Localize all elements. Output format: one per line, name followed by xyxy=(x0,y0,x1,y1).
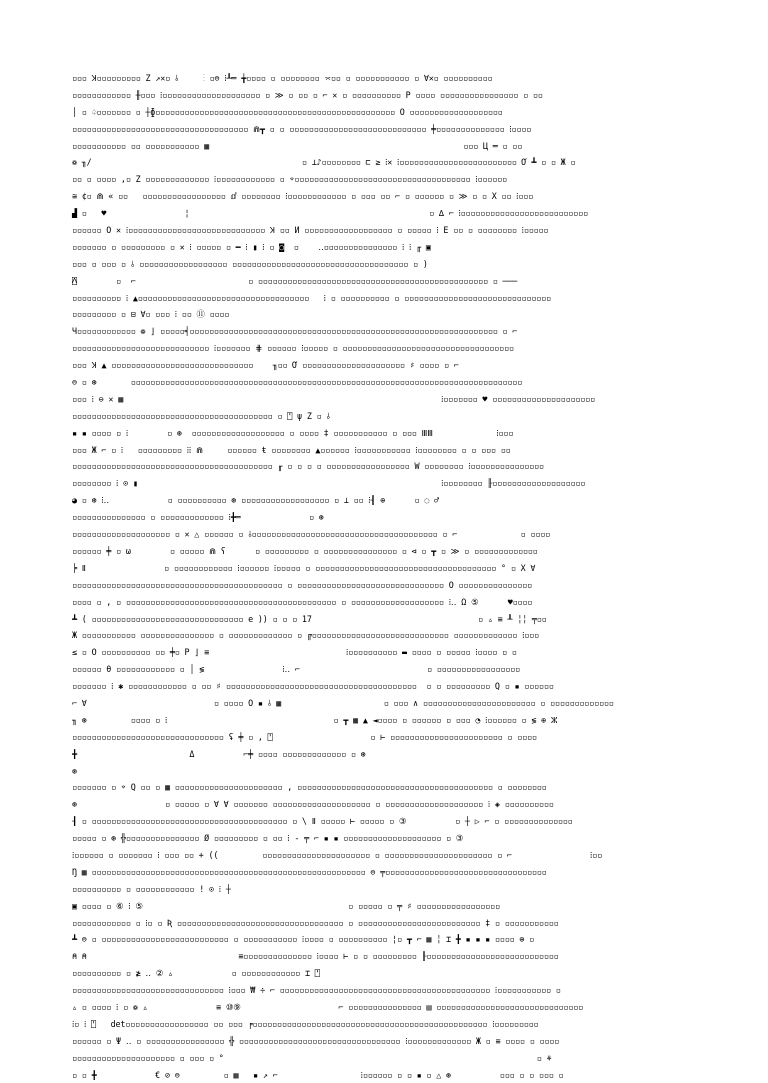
glyph-text-line: ▫▫▫▫▫▫▫▫▫▫▫▫▫▫▫▫▫▫▫▫▫ ▫ ▫▫▫ ▫ ° ▫ ⚘ xyxy=(72,1052,552,1063)
glyph-text-line: ┨ ▫ ▫▫▫▫▫▫▫▫▫▫▫▫▫▫▫▫▫▫▫▫▫▫▫▫▫▫▫▫▫▫▫▫▫▫▫▫▫▫▫▫ ▫ \ Ⅱ ▫▫▫▫▫ ⊢ ▫▫▫▫▫ ▫ ③ ▫ ┼ ▷ ⌐ ▫ ▫▫▫▫▫▫▫▫▫▫▫▫▫▫ xyxy=(72,816,573,827)
glyph-text-line: ⍓ ▫ ⌐ ▫ ▫▫▫▫▫▫▫▫▫▫▫▫▫▫▫▫▫▫▫▫▫▫▫▫▫▫▫▫▫▫▫▫▫▫▫▫▫▫▫▫▫▫▫▫▫▫▫ ▫ ─── xyxy=(72,275,518,286)
glyph-text-line: ▫▫▫ Ж ⌐ ▫ ⁞ ▫▫▫▫▫▫▫▫▫ ⁞⁞ ⋒ ▫▫▫▫▫▫ ŧ ▫▫▫▫▫▫▫▫ ▲▫▫▫▫▫▫ ⁞▫▫▫▫▫▫▫▫▫▫▫ ⁞▫▫▫▫▫▫▫▫ ▫ ▫ ▫▫▫ ▫▫ xyxy=(72,444,511,455)
glyph-text-line: Ж ▫▫▫▫▫▫▫▫▫▫▫ ▫▫▫▫▫▫▫▫▫▫▫▫▫▫▫ ▫ ▫▫▫▫▫▫▫▫▫▫▫▫▫ ▫ ╔▫▫▫▫▫▫▫▫▫▫▫▫▫▫▫▫▫▫▫▫▫▫▫▫▫▫▫▫ ▫▫▫▫▫▫▫▫▫▫▫▫▫ ⁞▫▫▫ xyxy=(72,630,539,641)
glyph-text-line: ╋ Δ ⌐╪ ▫▫▫▫ ▫▫▫▫▫▫▫▫▫▫▫▫▫ ▫ ⊛ xyxy=(72,748,366,759)
glyph-text-line: ▫▫▫ Ʞ▫▫▫▫▫▫▫▫▫ Z ↗✕▫ ⫰ ⋮ ▫⊜ ⁞┸═ ╈▫▫▫▫ ▫ ▫▫▫▫▫▫▫▫ ⌤▫▫ ▫ ▫▫▫▫▫▫▫▫▫▫▫ ▫ ∀✕▫ ▫▫▫▫▫▫▫▫▫▫ xyxy=(72,73,493,83)
glyph-text-line: ⌐ ∀ ▫ ▫▫▫▫ O ▪ ⫰ ▦ ▫ ▫▫▫ ∧ ▫▫▫▫▫▫▫▫▫▫▫▫▫▫▫▫▫▫▫▫▫▫▫ ▫ ▫▫▫▫▫▫▫▫▫▫▫▫▫ xyxy=(72,697,614,708)
glyph-text-line: ▫▫▫▫▫ ▫ ⊛ ╬▫▫▫▫▫▫▫▫▫▫▫▫▫▫▫ Ø ▫▫▫▫▫▫▫▫▫ ▫ ▫▫ ⁞ ‐ ╤ ⌐ ▪ ▪ ▫▫▫▫▫▫▫▫▫▫▫▫▫▫▫▫▫▫▫▫ ▫ ③ xyxy=(72,833,464,844)
glyph-text-line: ▫▫▫▫▫▫▫▫▫▫▫▫▫▫▫▫▫▫▫▫▫▫▫▫▫▫▫▫▫▫▫ ⁞▫▫▫ ₩ ÷ ⌐ ▫▫▫▫▫▫▫▫▫▫▫▫▫▫▫▫▫▫▫▫▫▫▫▫▫▫▫▫▫▫▫▫▫▫▫▫▫▫▫▫▫▫▫ ⁞▫▫▫▫▫▫▫▫▫▫▫ ▫ xyxy=(72,985,561,996)
glyph-text-line: ▣ ▫▫▫▫ ▫ ⑥ ⁞ ⑤ ▫ ▫▫▫▫▫ ▫ ╤ ♯ ▫▫▫▫▫▫▫▫▫▫▫▫▫▫▫▫▫ xyxy=(72,900,500,911)
glyph-text-line: ▫▫▫▫▫▫▫ ▫ ⌔ Q ▫▫ ▫ ▦ ▫▫▫▫▫▫▫▫▫▫▫▫▫▫▫▫▫▫▫▫▫▫ , ▫▫▫▫▫▫▫▫▫▫▫▫▫▫▫▫▫▫▫▫▫▫▫▫▫▫▫▫▫▫▫▫▫▫▫▫▫▫▫▫ ▫ ▫▫▫▫▫▫▫▫ xyxy=(72,782,547,793)
glyph-text-line: ▫▫▫▫▫▫▫▫▫▫▫▫▫▫▫▫▫▫▫▫▫▫▫▫▫▫▫▫▫▫▫▫▫▫▫▫▫▫▫▫▫▫▫ ▫ ▫▫▫▫▫▫▫▫▫▫▫▫▫▫▫▫▫▫▫▫▫▫▫▫▫▫▫▫▫▫ O ▫▫▫▫▫▫▫▫▫▫▫▫▫▫▫ xyxy=(72,579,532,590)
glyph-text-line: ⁞▫▫▫▫▫▫ ▫ ▫▫▫▫▫▫▫ ⁞ ▫▫▫ ▫▫ + (( ▫▫▫▫▫▫▫▫▫▫▫▫▫▫▫▫▫▫▫▫▫▫ ▫ ▫▫▫▫▫▫▫▫▫▫▫▫▫▫▫▫▫▫▫▫▫▫ ▫ ⌐ ⁞▫▫ xyxy=(72,849,602,860)
glyph-text-line: ▫▫▫▫▫▫▫▫▫ ▫ ⊟ ∀▫ ▫▫▫ ⁞ ▫▫ ⑪ ▫▫▫▫ xyxy=(72,309,230,320)
glyph-text-line: ▫▫▫ ▫ ▫▫▫ ▫ ⫰ ▫▫▫▫▫▫▫▫▫▫▫▫▫▫▫▫▫▫ ▫▫▫▫▫▫▫▫▫▫▫▫▫▫▫▫▫▫▫▫▫▫▫▫▫▫▫▫▫▫▫▫▫▫▫▫ ▫ ) xyxy=(72,258,428,269)
glyph-text-line: ▫▫ ▫ ▫▫▫▫ ,▫ Z ▫▫▫▫▫▫▫▫▫▫▫▫▫ ⁞▫▫▫▫▫▫▫▫▫▫▫▫ ▫ ⌔▫▫▫▫▫▫▫▫▫▫▫▫▫▫▫▫▫▫▫▫▫▫▫▫▫▫▫▫▫▫▫▫▫▫▫▫ ⁞▫▫▫▫▫▫ xyxy=(72,174,507,185)
glyph-text-line: ▫▫▫▫▫▫▫▫▫▫▫▫▫▫▫▫▫▫▫▫▫▫▫▫▫▫▫▫▫▫▫ ʢ ╪ ▫ , ⍞ ▫ ⊢ ▫▫▫▫▫▫▫▫▫▫▫▫▫▫▫▫▫▫▫▫▫▫▫ ▫ ▫▫▫▫ xyxy=(72,731,537,742)
glyph-text-line: ▫▫▫▫▫▫▫▫▫▫▫▫ ╫▫▫▫ ⁞▫▫▫▫▫▫▫▫▫▫▫▫▫▫▫▫▫▫▫▫ ▫ ≫ ▫ ▫▫ ▫ ⌐ ✕ ▫ ▫▫▫▫▫▫▫▫▫▫ P ▫▫▫▫ ▫▫▫▫▫▫▫▫▫▫▫▫▫▫▫▫ ▫ ▫▫ xyxy=(72,89,543,100)
glyph-text-line: ❁ ╖/ ▫ ⊥♪▫▫▫▫▫▫▫▫ ⊏ ≥ ⁞✕ ⁞▫▫▫▫▫▫▫▫▫▫▫▫▫▫▫▫▫▫▫▫▫▫▫▫ Ơ ┻ ▫ ▫ Ж ▫ xyxy=(72,157,576,168)
glyph-text-line: ▫▫▫▫▫▫▫▫▫▫▫▫▫▫▫▫▫▫▫▫▫▫▫▫▫▫▫▫▫▫▫▫▫▫▫▫▫▫▫▫▫ ▫ ⍞ ψ Z ▫ ⫰ xyxy=(72,410,330,421)
glyph-text-line: ▫▫▫▫▫▫▫▫▫▫ ▫ ▫▫▫▫▫▫▫▫▫▫▫▫ ! ⊙ ⁞ ┼ xyxy=(72,883,231,894)
glyph-text-line: ▫▫▫ ⁞ ⊖ ✕ ▦ ⁞▫▫▫▫▫▫▫ ♥ ▫▫▫▫▫▫▫▫▫▫▫▫▫▫▫▫▫▫▫▫▫ xyxy=(72,393,595,404)
glyph-text-line: ▫▫▫▫▫▫▫▫▫▫▫▫▫▫▫▫▫▫▫▫▫▫▫▫▫▫▫▫ ⁞▫▫▫▫▫▫▫ ⋕ ▫▫▫▫▫▫ ⁞▫▫▫▫▫ ▫ ▫▫▫▫▫▫▫▫▫▫▫▫▫▫▫▫▫▫▫▫▫▫▫▫▫▫▫▫▫▫▫▫▫▫▫ xyxy=(72,343,514,354)
glyph-text-line: ▫▫▫▫▫▫ θ ▫▫▫▫▫▫▫▫▫▫▫▫ ▫ │ ≶ ⁞‥ ⌐ ▫ ▫▫▫▫▫▫▫▫▫▫▫▫▫▫▫▫▫ xyxy=(72,664,520,675)
glyph-text-line: ◕ ▫ ⊛ ⁞‥ ▫ ▫▫▫▫▫▫▫▫▫▫ ⊛ ▫▫▫▫▫▫▫▫▫▫▫▫▫▫▫▫▫▫ ▫ ⊥ ▫▫ ⁞┨ ⊕ ▫ ◌ ♂ xyxy=(72,495,439,506)
glyph-text-line: ▫▫▫▫▫▫ O ✕ ⁞▫▫▫▫▫▫▫▫▫▫▫▫▫▫▫▫▫▫▫▫▫▫▫▫▫▫▫▫ Ʞ ▫▫ И ▫▫▫▫▫▫▫▫▫▫▫▫▫▫▫▫▫▫ ▫ ▫▫▫▫▫ ⁞ E ▫▫ ▫ ▫▫▫▫▫▫▫▫ ⁞▫▫▫▫▫ xyxy=(72,225,549,236)
glyph-text-line: ≤ ▫ O ▫▫▫▫▫▫▫▫▫▫ ▫▫ ╪▫ P ⌋ ≡ ⁞▫▫▫▫▫▫▫▫▫▫ ▬ ▫▫▫▫ ▫ ▫▫▫▫▫ ⁞▫▫▫▫ ▫ ▫ xyxy=(72,647,517,658)
glyph-text-line: ┻ ⊜ ▫ ▫▫▫▫▫▫▫▫▫▫▫▫▫▫▫▫▫▫▫▫▫▫▫▫▫▫ ▫ ▫▫▫▫▫▫▫▫▫▫▫ ⁞▫▫▫▫ ▫ ▫▫▫▫▫▫▫▫▫▫ ¦▫ ┳ ⌐ ▦ ╎ ⌶ ╋ ▪ ▪ ▪ ▫▫▫▫ ⊕ ▫ xyxy=(72,934,535,945)
glyph-text-line: ⊛ ▫ ▫▫▫▫▫ ▫ ∀ ∀ ▫▫▫▫▫▫▫ ▫▫▫▫▫▫▫▫▫▫▫▫▫▫▫▫▫▫▫▫ ▫ ▫▫▫▫▫▫▫▫▫▫▫▫▫▫▫▫▫▫▫▫ ⁞ ◈ ▫▫▫▫▫▫▫▫▫▫ xyxy=(72,799,554,810)
glyph-text-line: ▫▫▫▫▫▫▫ ▫ ▫▫▫▫▫▫▫▫▫ ▫ ✕ ⁞ ▫▫▫▫▫ ▫ ━ ⁞ ▮ ⁞ ▫ ◙ ▫ ‥▫▫▫▫▫▫▫▫▫▫▫▫▫▫▫ ⁞ ⁞ ╓ ▣ xyxy=(72,241,431,252)
glyph-text-line: ▫▫▫▫▫▫ ╪ ▫ ω ▫ ▫▫▫▫▫ ⋒ ʕ ▫ ▫▫▫▫▫▫▫▫▫ ▫ ▫▫▫▫▫▫▫▫▫▫▫▫▫▫▫ ▫ ⊲ ▫ ┳ ▫ ≫ ▫ ▫▫▫▫▫▫▫▫▫▫▫▫▫ xyxy=(72,545,538,556)
glyph-text-line: ▟ ▫ ♥ ¦ ▫ ∆ ⌐ ⁞▫▫▫▫▫▫▫▫▫▫▫▫▫▫▫▫▫▫▫▫▫▫▫▫▫▫ xyxy=(72,208,588,219)
glyph-text-line: ▫▫▫▫▫▫▫▫▫▫▫▫▫▫▫ ▫ ▫▫▫▫▫▫▫▫▫▫▫▫▫ ⁞╋═ ▫ ⊛ xyxy=(72,512,324,523)
glyph-text-page xyxy=(72,70,762,1080)
glyph-text-line: ⁞▫ ⁞ ⍞ det▫▫▫▫▫▫▫▫▫▫▫▫▫▫▫▫▫ ▫▫ ▫▫▫ ╒▫▫▫▫▫▫▫▫▫▫▫▫▫▫▫▫▫▫▫▫▫▫▫▫▫▫▫▫▫▫▫▫▫▫▫▫▫▫▫▫▫▫▫▫▫▫▫▫ ⁞▫▫▫▫▫▫▫▫▫ xyxy=(72,1018,539,1029)
glyph-text-line: ▫▫▫▫▫▫▫▫▫▫▫ ▫▫ ▫▫▫▫▫▫▫▫▫▫▫ ▦ ▫▫▫ Ц ═ ▫ ▫▫ xyxy=(72,140,523,151)
glyph-text-line: ▫▫▫▫ ▫ , ▫ ▫▫▫▫▫▫▫▫▫▫▫▫▫▫▫▫▫▫▫▫▫▫▫▫▫▫▫▫▫▫▫▫▫▫▫▫▫▫▫▫▫▫▫ ▫ ▫▫▫▫▫▫▫▫▫▫▫▫▫▫▫▫▫▫▫ ⁞‥ Ω ⑤ ♥▫▫▫▫ xyxy=(72,596,533,607)
glyph-text-line: ▪ ▪ ▫▫▫▫ ▫ ⁞ ▫ ⊛ ▫▫▫▫▫▫▫▫▫▫▫▫▫▫▫▫▫▫▫ ▫ ▫▫▫▫ ‡ ▫▫▫▫▫▫▫▫▫▫▫ ▫ ▫▫▫ ⅢⅢ ⁞▫▫▫ xyxy=(72,427,514,438)
glyph-text-line: ▫▫▫ Ʞ ▲ ▫▫▫▫▫▫▫▫▫▫▫▫▫▫▫▫▫▫▫▫▫▫▫▫▫▫▫▫▫ ╖▫▫ Ơ ▫▫▫▫▫▫▫▫▫▫▫▫▫▫▫▫▫▫▫▫▫ ♯ ▫▫▫▫ ▫ ⌐ xyxy=(72,360,459,371)
glyph-text-line: ▫▫▫▫▫▫ ▫ Ψ ‥ ▫ ▫▫▫▫▫▫▫▫▫▫▫▫▫▫▫▫ ╬ ▫▫▫▫▫▫▫▫▫▫▫▫▫▫▫▫▫▫▫▫▫▫▫▫▫▫▫▫▫▫▫▫▫ ⁞▫▫▫▫▫▫▫▫▫▫▫▫▫ Ж ▫ ≡ ▫▫▫▫ ▫ ▫▫▫▫ xyxy=(72,1035,560,1046)
glyph-text-line: ▫▫▫▫▫▫▫▫▫▫▫▫▫▫▫▫▫▫▫▫▫▫▫▫▫▫▫▫▫▫▫▫▫▫▫▫ ⋒┳ ▫ ▫ ▫▫▫▫▫▫▫▫▫▫▫▫▫▫▫▫▫▫▫▫▫▫▫▫▫▫▫▫ ╪▫▫▫▫▫▫▫▫▫▫▫▫▫▫ ⁞▫▫▫▫ xyxy=(72,123,532,134)
glyph-text-line: ⍝ ⍝ ≡▫▫▫▫▫▫▫▫▫▫▫▫▫▫ ⁞▫▫▫▫ ⊢ ▫ ▫ ▫▫▫▫▫▫▫▫▫ ╟▫▫▫▫▫▫▫▫▫▫▫▫▫▫▫▫▫▫▫▫▫▫▫▫▫▫▫ xyxy=(72,951,559,962)
glyph-text-line: ⊜ ▫ ⊛ ▫▫▫▫▫▫▫▫▫▫▫▫▫▫▫▫▫▫▫▫▫▫▫▫▫▫▫▫▫▫▫▫▫▫▫▫▫▫▫▫▫▫▫▫▫▫▫▫▫▫▫▫▫▫▫▫▫▫▫▫▫▫▫▫▫▫▫▫▫▫▫▫▫▫▫▫▫▫▫▫ xyxy=(72,377,523,388)
glyph-text-line: ≅ ¢▫ ⋒ « ▫▫ ▫▫▫▫▫▫▫▫▫▫▫▫▫▫▫▫▫ ⅆ ▫▫▫▫▫▫▫▫ ⁞▫▫▫▫▫▫▫▫▫▫▫▫ ▫ ▫▫▫ ▫▫ ⌐ ▫ ▫▫▫▫▫▫ ▫ ≫ ▫ ▫ X ▫▫ ⁞▫▫▫ xyxy=(72,191,534,202)
glyph-text-line: ▵ ▫ ▫▫▫▫ ⁞ ▫ ❁ ▵ ≡ ⑩⑨ ⌐ ▫▫▫▫▫▫▫▫▫▫▫▫▫▫▫ ▤ ▫▫▫▫▫▫▫▫▫▫▫▫▫▫▫▫▫▫▫▫▫▫▫▫▫▫▫▫▫▫ xyxy=(72,1001,584,1012)
glyph-text-line: Ч▫▫▫▫▫▫▫▫▫▫▫▫ ❁ ⌋ ▫▫▫▫▫╡▫▫▫▫▫▫▫▫▫▫▫▫▫▫▫▫▫▫▫▫▫▫▫▫▫▫▫▫▫▫▫▫▫▫▫▫▫▫▫▫▫▫▫▫▫▫▫▫▫▫▫▫▫▫▫▫▫▫▫▫▫▫▫ ▫ ⌐ xyxy=(72,326,518,337)
glyph-text-line: ▫ ▫ ╋ € ⊘ ⊜ ▫ ▦ ▪ ↗ ⌐ ⁞▫▫▫▫▫▫ ▫ ▫ ▪ ▫ △ ⊛ ▫▫▫ ▫ ▫ ▫▫▫ ▫ xyxy=(72,1069,564,1080)
glyph-text-line: ▫▫▫▫▫▫▫▫ ⁞ ⊙ ▮ ⁞▫▫▫▫▫▫▫▫ ╟▫▫▫▫▫▫▫▫▫▫▫▫▫▫▫▫▫▫▫ xyxy=(72,478,586,489)
glyph-text-line: ┻ ( ▫▫▫▫▫▫▫▫▫▫▫▫▫▫▫▫▫▫▫▫▫▫▫▫▫▫▫▫▫▫▫ e )) ▫ ▫ ▫ 17 ▫ ▵ ≡ ┸ ╎╎ ╤▫▫ xyxy=(72,613,547,624)
glyph-text-line: ▫▫▫▫▫▫▫▫▫▫▫▫▫▫▫▫▫▫▫▫▫▫▫▫▫▫▫▫▫▫▫▫▫▫▫▫▫▫▫▫▫ ╓ ▫ ▫ ▫ ▫ ▫▫▫▫▫▫▫▫▫▫▫▫▫▫▫▫▫ W ▫▫▫▫▫▫▫▫ ⁞▫▫▫▫▫▫▫▫▫▫▫▫▫▫▫ xyxy=(72,461,544,472)
glyph-text-line: ▫▫▫▫▫▫▫▫▫▫▫▫▫▫▫▫▫▫▫▫ ▫ ✕ △ ▫▫▫▫▫▫ ▫ ⫰▫▫▫▫▫▫▫▫▫▫▫▫▫▫▫▫▫▫▫▫▫▫▫▫▫▫▫▫▫▫▫▫▫▫▫▫▫▫ ▫ ⌐ ▫ ▫▫▫▫ xyxy=(72,529,551,540)
glyph-text-line: │ ▫ ♤▫▫▫▫▫▫▫ ▫ ┼ɸ▫▫▫▫▫▫▫▫▫▫▫▫▫▫▫▫▫▫▫▫▫▫▫▫▫▫▫▫▫▫▫▫▫▫▫▫▫▫▫▫▫▫▫▫▫▫▫▫▫ O ▫▫▫▫▫▫▫▫▫▫▫▫▫▫▫▫▫▫▫ xyxy=(72,106,503,117)
glyph-text-line: ▫▫▫▫▫▫▫▫▫▫▫▫ ▫ ⁞▫ ▫ Ʀ ▫▫▫▫▫▫▫▫▫▫▫▫▫▫▫▫▫▫▫▫▫▫▫▫▫▫▫▫▫▫▫▫▫▫ ▫ ▫▫▫▫▫▫▫▫▫▫▫▫▫▫▫▫▫▫▫▫▫▫▫▫▫ ‡ ▫ ▫▫▫▫▫▫▫▫▫▫▫ xyxy=(72,917,559,928)
glyph-text-line: ▫▫▫▫▫▫▫▫▫▫ ⁞ ▲▫▫▫▫▫▫▫▫▫▫▫▫▫▫▫▫▫▫▫▫▫▫▫▫▫▫▫▫▫▫▫▫▫▫▫ ⁞ ▫ ▫▫▫▫▫▫▫▫▫▫ ▫ ▫▫▫▫▫▫▫▫▫▫▫▫▫▫▫▫▫▫▫▫▫▫▫▫▫▫▫▫▫▫ xyxy=(72,292,551,303)
glyph-text-line: ╖ ⊛ ▫▫▫▫ ▫ ⁞ ▫ ┳ ▦ ▲ ◄▫▫▫▫ ▫ ▫▫▫▫▫▫ ▫ ▫▫▫ ◔ ⁞▫▫▫▫▫▫ ▫ ≶ ⊕ ⵣ xyxy=(72,714,558,725)
glyph-text-line: ▫▫▫▫▫▫▫ ⁞ ✱ ▫▫▫▫▫▫▫▫▫▫▫▫ ▫ ▫▫ ♯ ▫▫▫▫▫▫▫▫▫▫▫▫▫▫▫▫▫▫▫▫▫▫▫▫▫▫▫▫▫▫▫▫▫▫▫▫▫▫▫ ▫ ▫ ▫▫▫▫▫▫▫▫▫ Q ▫ ▪ ▫▫▫▫▫▫ xyxy=(72,681,554,692)
glyph-text-line: ⊛ xyxy=(72,765,557,776)
glyph-text-line: ▫▫▫▫▫▫▫▫▫▫ ▫ ≱ ‥ ② ▵ ▫ ▫▫▫▫▫▫▫▫▫▫▫▫ ⌶ ⍞ xyxy=(72,968,320,979)
glyph-text-line: ╞ Ⅱ ▫ ▫▫▫▫▫▫▫▫▫▫▫▫ ⁞▫▫▫▫▫▫ ⁞▫▫▫▫▫ ▫ ▫▫▫▫▫▫▫▫▫▫▫▫▫▫▫▫▫▫▫▫▫▫▫▫▫▫▫▫▫▫▫▫▫▫▫▫▫ ° ▫ X ∀ xyxy=(72,562,536,573)
glyph-text-line: Ŋ ▦ ▫▫▫▫▫▫▫▫▫▫▫▫▫▫▫▫▫▫▫▫▫▫▫▫▫▫▫▫▫▫▫▫▫▫▫▫▫▫▫▫▫▫▫▫▫▫▫▫▫▫▫▫▫▫▫▫ ⊜ ╤▫▫▫▫▫▫▫▫▫▫▫▫▫▫▫▫▫▫▫▫▫▫▫▫▫▫▫▫▫▫▫▫▫ xyxy=(72,866,547,877)
